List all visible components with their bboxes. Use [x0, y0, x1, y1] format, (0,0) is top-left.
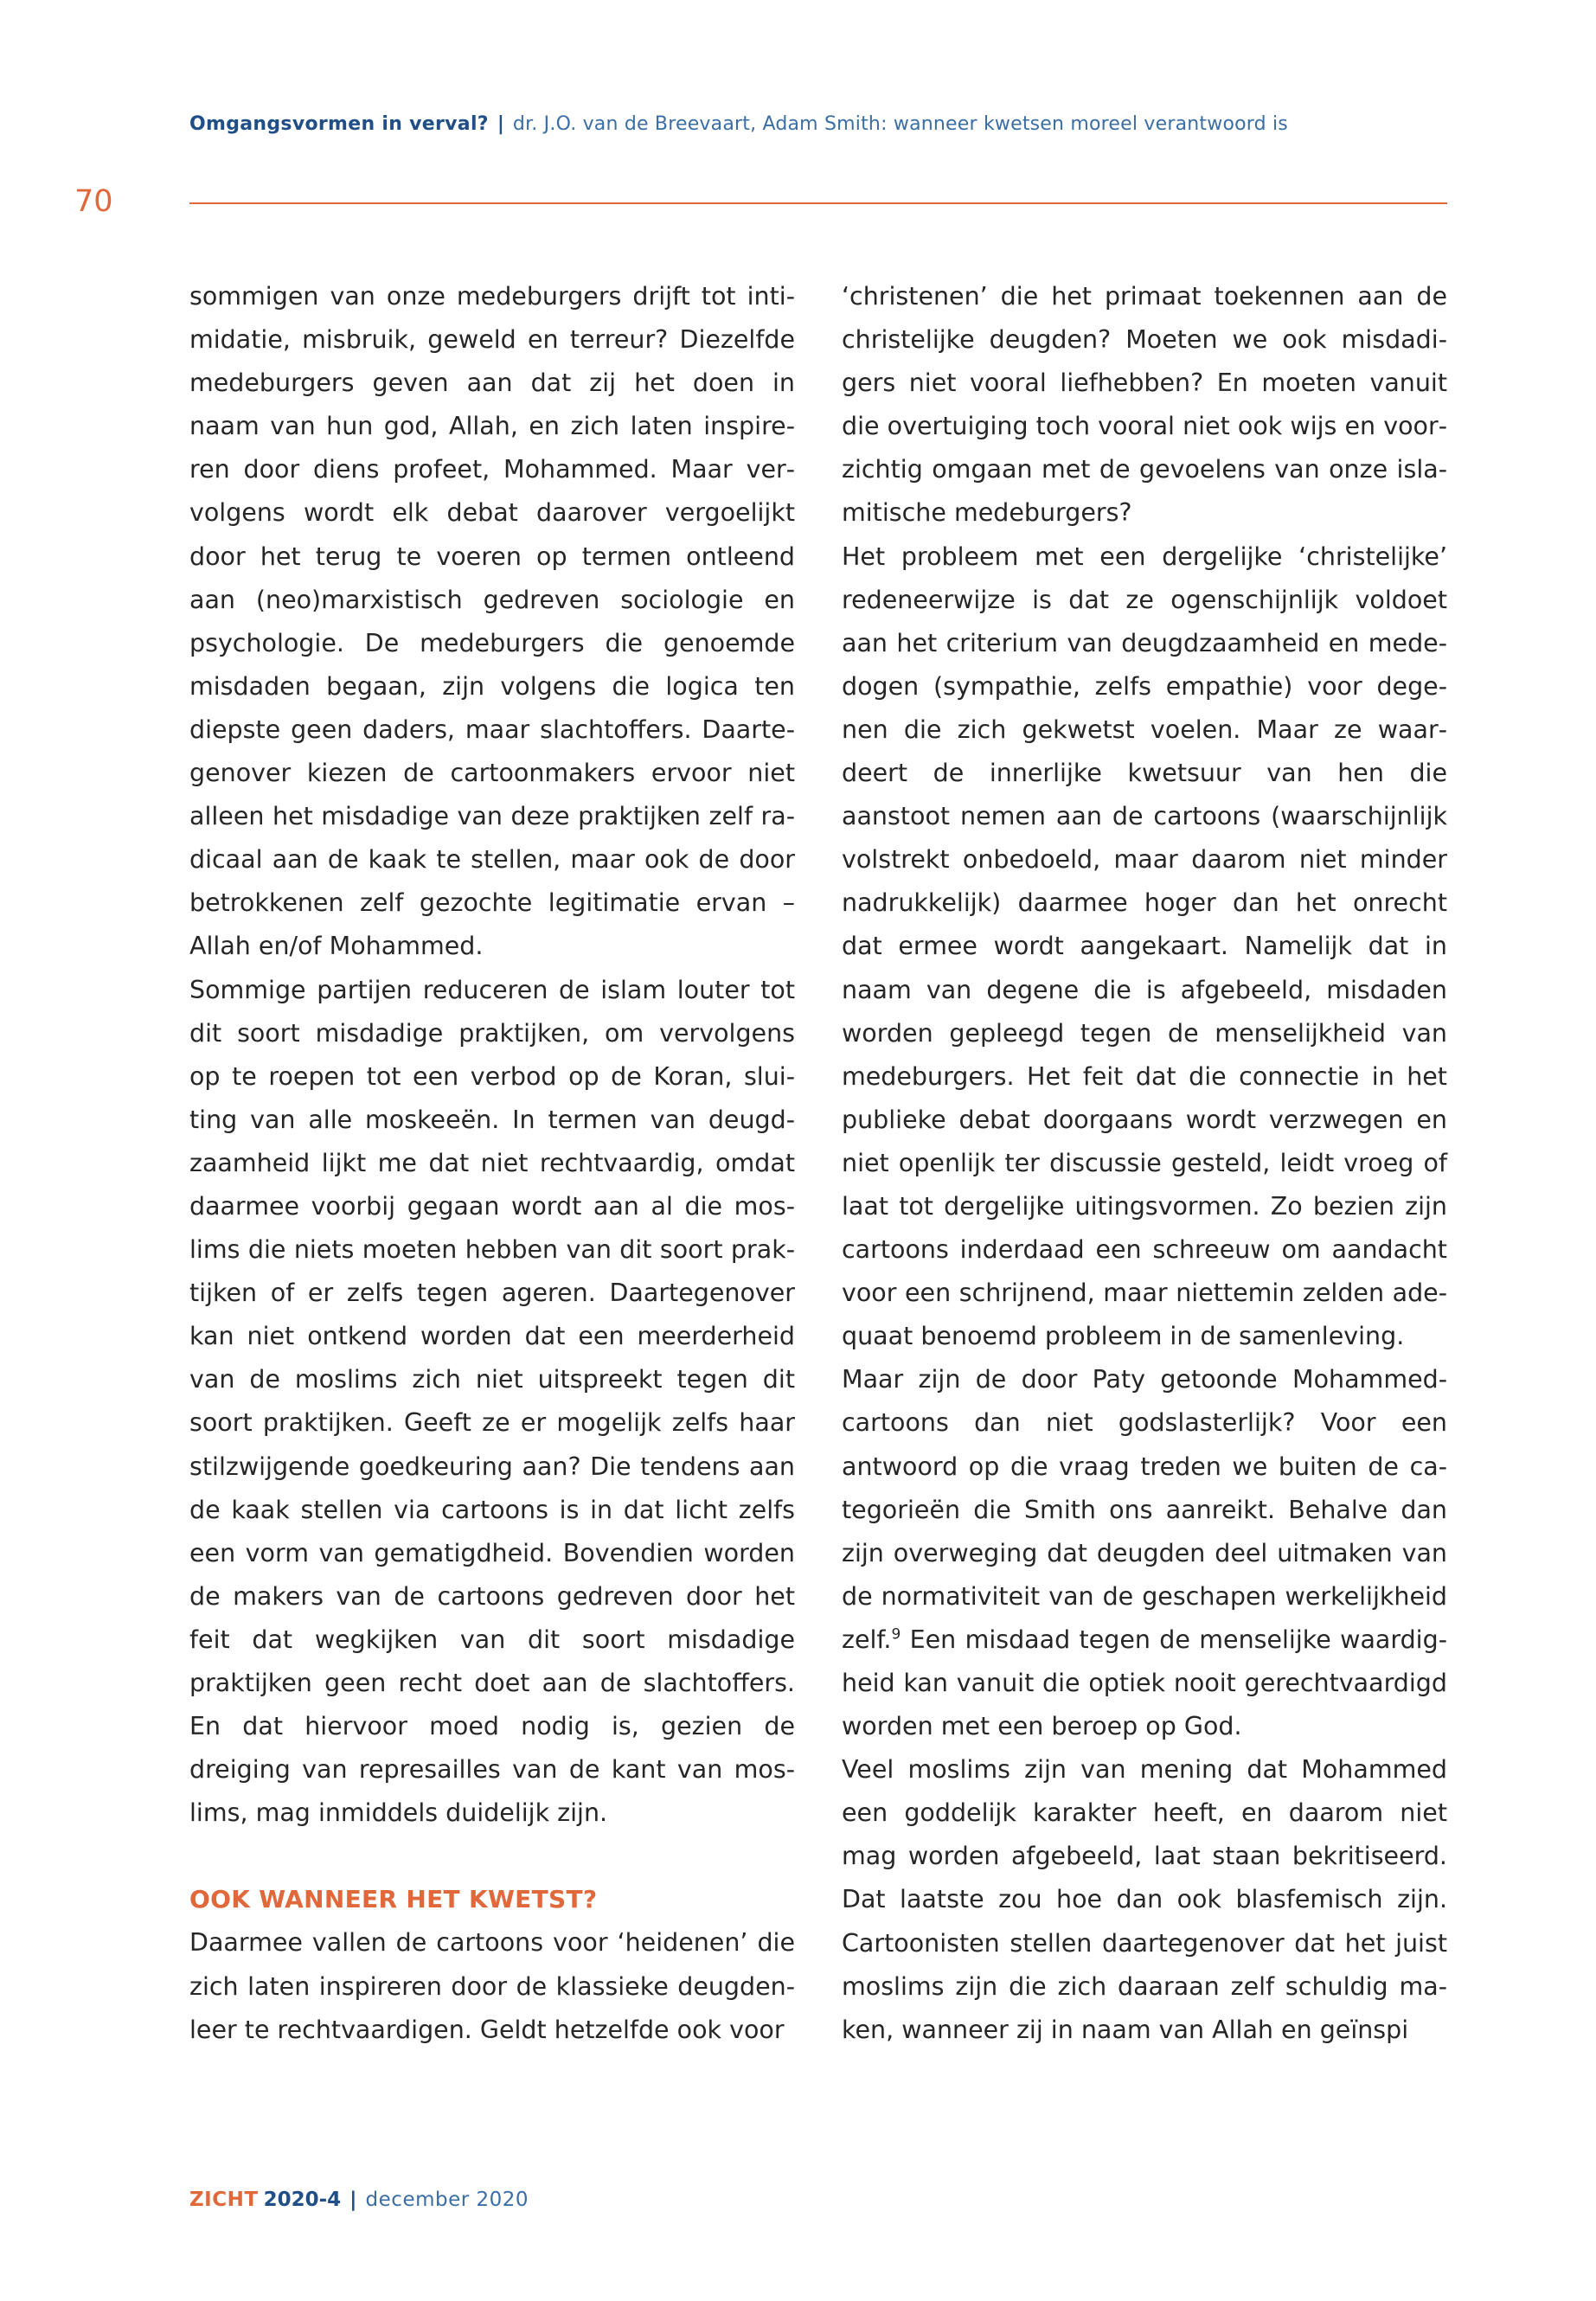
- header-rule: [189, 202, 1447, 204]
- running-header: [189, 113, 1288, 135]
- paragraph: Sommige partijen reduceren de islam louter tot dit soort misdadige praktijken, om vervolgens op te roepen tot een verbod op de Koran, sluiting van alle moskeeën. In termen van deugdzaamheid lijkt me dat niet rechtvaardig, omdat daarmee voorbij gegaan wordt aan al die moslims die niets moeten hebben van dit soort praktijken of er zelfs tegen ageren. Daartegenover kan niet ontkend worden dat een meerderheid van de moslims zich niet uitspreekt tegen dit soort praktijken. Geeft ze er mogelijk zelfs haar stilzwijgende goedkeuring aan? Die tendens aan de kaak stellen via cartoons is in dat licht zelfs een vorm van gematigdheid. Bovendien worden de makers van de cartoons gedreven door het feit dat wegkijken van dit soort misdadige praktijken geen recht doet aan de slachtoffers. En dat hiervoor moed nodig is, gezien de dreiging van represailles van de kant van moslims, mag inmiddels duidelijk zijn.: [189, 975, 795, 1828]
- issue-date: december 2020: [365, 2189, 529, 2211]
- journal-issue: 2020-4: [263, 2189, 342, 2211]
- page-number: 70: [74, 184, 113, 219]
- series-title: Omgangsvormen in verval?: [189, 113, 489, 135]
- footnote-reference[interactable]: 9: [891, 1625, 901, 1644]
- paragraph: sommigen van onze medeburgers drijft tot intimidatie, misbruik, geweld en terreur? Diezelfde medeburgers geven aan dat zij het doen in naam van hun god, Allah, en zich laten inspireren door diens profeet, Mohammed. Maar vervolgens wordt elk debat daarover vergoelijkt door het terug te voeren op termen ontleend aan (neo)marxistisch gedreven sociologie en psychologie. De medeburgers die genoemde misdaden begaan, zijn volgens die logica ten diepste geen daders, maar slachtoffers. Daartegenover kiezen de cartoonmakers ervoor niet alleen het misdadige van deze praktijken zelf radicaal aan de kaak te stellen, maar ook de door betrokkenen zelf gezochte legitimatie ervan – Allah en/of Mohammed.: [189, 282, 795, 961]
- paragraph-text: Een misdaad tegen de menselijke waardigheid kan vanuit die optiek nooit gerechtvaardigd worden met een beroep op God.: [842, 1625, 1447, 1741]
- header-separator: |: [497, 113, 504, 135]
- paragraph: Veel moslims zijn van mening dat Mohammed een goddelijk karakter heeft, en daarom niet mag worden afgebeeld, laat staan bekritiseerd. Dat laatste zou hoe dan ook blasfemisch zijn. Cartoonisten stellen daartegenover dat het juist moslims zijn die zich daaraan zelf schuldig maken, wanneer zij in naam van Allah en geïnspi: [842, 1755, 1447, 2044]
- footer-separator: |: [349, 2189, 357, 2211]
- journal-name: ZICHT: [189, 2189, 259, 2211]
- paragraph: [842, 1358, 1447, 1748]
- right-column: [842, 275, 1447, 2052]
- section-heading: OOK WANNEER HET KWETST?: [189, 1885, 598, 1914]
- page-footer: [189, 2189, 529, 2211]
- paragraph: ‘christenen’ die het primaat toekennen aan de christelijke deugden? Moeten we ook misdadigers niet vooral liefhebben? En moeten vanuit die overtuiging toch vooral niet ook wijs en voorzichtig omgaan met de gevoelens van onze islamitische medeburgers?: [842, 282, 1447, 528]
- left-column: [189, 275, 795, 2052]
- article-author-title: dr. J.O. van de Breevaart, Adam Smith: wanneer kwetsen moreel verantwoord is: [512, 113, 1288, 135]
- paragraph: Het probleem met een dergelijke ‘christelijke’ redeneerwijze is dat ze ogenschijnlijk voldoet aan het criterium van deugdzaamheid en mededogen (sympathie, zelfs empathie) voor degenen die zich gekwetst voelen. Maar ze waardeert de innerlijke kwetsuur van hen die aanstoot nemen aan de cartoons (waarschijnlijk volstrekt onbedoeld, maar daarom niet minder nadrukkelijk) daarmee hoger dan het onrecht dat ermee wordt aangekaart. Namelijk dat in naam van degene die is afgebeeld, misdaden worden gepleegd tegen de menselijkheid van medeburgers. Het feit dat die connectie in het publieke debat doorgaans wordt verzwegen en niet openlijk ter discussie gesteld, leidt vroeg of laat tot dergelijke uitingsvormen. Zo bezien zijn cartoons inderdaad een schreeuw om aandacht voor een schrijnend, maar niettemin zelden adequaat benoemd probleem in de samenleving.: [842, 542, 1447, 1351]
- paragraph: Daarmee vallen de cartoons voor ‘heidenen’ die zich laten inspireren door de klassieke deugdenleer te rechtvaardigen. Geldt hetzelfde ook voor: [189, 1928, 795, 2044]
- paragraph-text: Maar zijn de door Paty getoonde Mohammed-cartoons dan niet godslasterlijk? Voor een antwoord op die vraag treden we buiten de categorieën die Smith ons aanreikt. Behalve dan zijn overweging dat deugden deel uitmaken van de normativiteit van de geschapen werkelijkheid zelf.: [842, 1365, 1447, 1654]
